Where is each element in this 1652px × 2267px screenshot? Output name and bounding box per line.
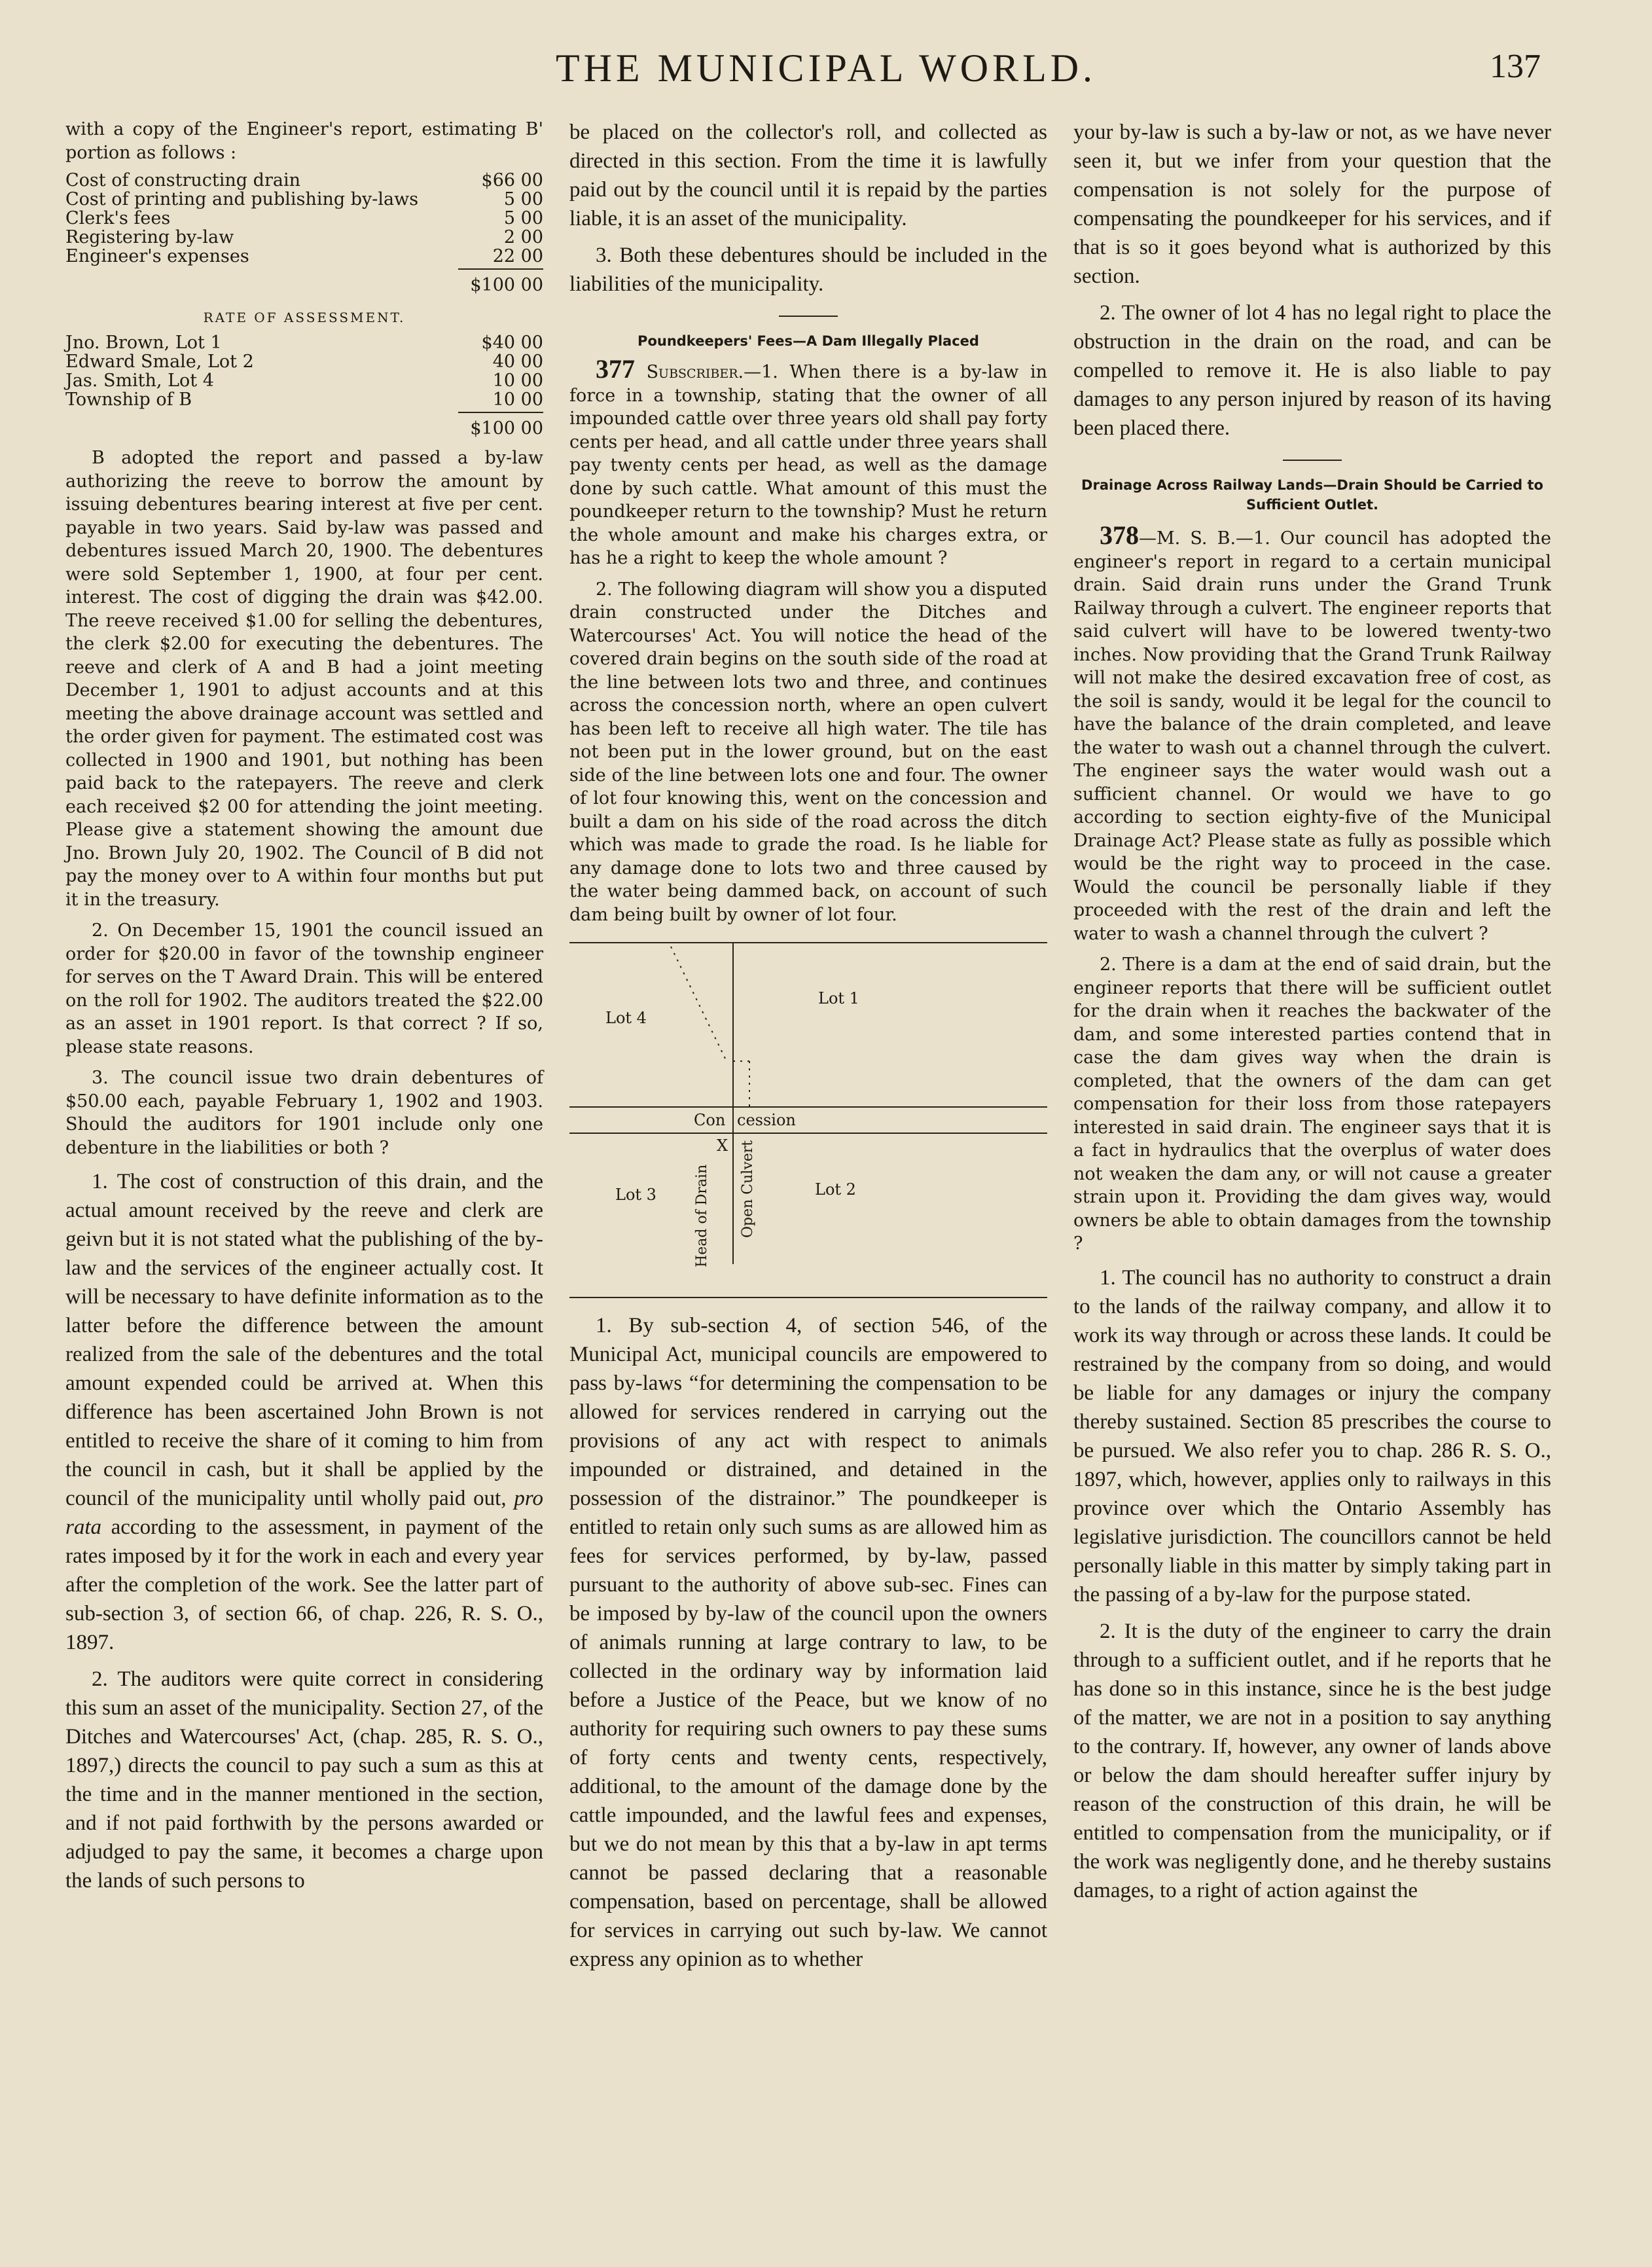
table-row bbox=[65, 190, 543, 209]
rate-total: $100 00 bbox=[458, 412, 543, 439]
cost-table bbox=[65, 171, 543, 266]
question-number: 377 bbox=[596, 354, 635, 384]
cost-amount: $66 00 bbox=[481, 170, 543, 190]
section-divider bbox=[779, 316, 838, 317]
answer-376-part-2: 2. The auditors were quite correct in considering this sum an asset of the municipality. Section 27, of the Ditches and Watercourses' Act, (chap. 285, R. S. O., 1897,) directs the council to pay such a sum as this at the time and in the manner mentioned in the section, and if not paid forthwith by the persons awarded or adjudged to pay the same, it becomes a charge upon the lands of such persons to bbox=[65, 1667, 543, 1893]
column-2 bbox=[569, 118, 1047, 1974]
answer-text: according to the assessment, in payment of the rates imposed by it for the work in each and every year after the completion of the work. See the latter part of sub-section 3, of section 66, of chap. 226, R. S. O., 1897. bbox=[65, 1515, 544, 1654]
cost-amount: 22 00 bbox=[492, 246, 543, 266]
answer-text: 1. The cost of construction of this drain, and the actual amount received by the reeve and clerk are geivn but it is not stated what the publishing of the by-law and the services of the engineer actually cost. It will be necessary to have definite information as to the latter before the difference between the amount realized from the sale of the debentures and the total amount expended could be arrived at. When this difference has been ascertained John Brown is not entitled to receive the share of it coming to him from the council in cash, but it shall be applied by the council of the municipality until wholly paid out, bbox=[65, 1170, 543, 1510]
lot-2-label: Lot 2 bbox=[815, 1180, 856, 1199]
journal-title: THE MUNICIPAL WORLD. bbox=[555, 46, 1097, 90]
lot-1-label: Lot 1 bbox=[818, 989, 859, 1007]
column-3 bbox=[1073, 118, 1551, 1905]
rate-heading: RATE OF ASSESSMENT. bbox=[203, 310, 406, 325]
cost-label: Clerk's fees bbox=[65, 208, 171, 228]
question-377-heading: Poundkeepers' Fees—A Dam Illegally Placed bbox=[637, 333, 979, 349]
lot-4-label: Lot 4 bbox=[605, 1009, 647, 1027]
cost-label: Cost of constructing drain bbox=[65, 170, 300, 190]
page-header bbox=[0, 41, 1652, 100]
rate-table bbox=[65, 333, 543, 409]
table-row bbox=[65, 171, 543, 190]
question-text: —1. Our council has adopted the engineer's report in regard to a certain municipal drain. Said drain runs under the Grand Trunk Railway through a culvert. The engineer reports that said culvert will have to be lowered twenty-two inches. Now providing that the Grand Trunk Railway will not make the desired excavation free of cost, as the soil is sandy, would it be legal for the council to have the balance of the drain completed, and leave the water to wash out a channel through the culvert. The engineer says the water would wash out a sufficient channel. Or would we have to go according to section eighty-five of the Municipal Drainage Act? Please state as fully as possible which would be the right way to proceed in the case. Would the council be personally liable if they proceeded with the rest of the drain and left the water to wash a channel through the culvert ? bbox=[1073, 528, 1551, 944]
question-number: 378 bbox=[1100, 520, 1139, 550]
question-378-body bbox=[1073, 520, 1551, 945]
rate-amount: 40 00 bbox=[492, 352, 543, 372]
rate-amount: 10 00 bbox=[492, 371, 543, 391]
question-377-body bbox=[569, 354, 1047, 570]
answer-emphasis: pro rata bbox=[65, 1487, 543, 1539]
section-divider bbox=[1283, 460, 1342, 461]
head-of-drain-label: Head of Drain bbox=[694, 1164, 710, 1267]
question-378-heading: Drainage Across Railway Lands—Drain Should be Carried to Sufficient Outlet. bbox=[1081, 477, 1543, 513]
concession-label: Con bbox=[694, 1111, 726, 1129]
question-377-part-2: 2. The following diagram will show you a disputed drain constructed under the Ditches and Watercourses' Act. You will notice the head of the covered drain begins on the south side of the road at the line between lots two and three, and continues across the concession north, where an open culvert has been left to receive all high water. The tile has not been put in the lower ground, but on the east side of the line between lots one and four. The owner of lot four knowing this, went on the concession and built a dam on his side of the road across the ditch which was made to grade the road. Is he liable for any damage done to lots two and three caused by the water being dammed back, on account of such dam being built by owner of lot four. bbox=[569, 579, 1047, 925]
cost-amount: 2 00 bbox=[503, 227, 543, 247]
page-number: 137 bbox=[1490, 48, 1541, 85]
cost-total: $100 00 bbox=[458, 268, 543, 295]
rate-label: Edward Smale, Lot 2 bbox=[65, 352, 254, 372]
question-376-part-2: 2. On December 15, 1901 the council issued an order for $20.00 in favor of the township engineer for serves on the T Award Drain. This will be entered on the roll for 1902. The auditors treated the $22.00 as an asset in 1901 report. Is that correct ? If so, please state reasons. bbox=[65, 920, 543, 1057]
answer-378-part-1: 1. The council has no authority to construct a drain to the lands of the railway company, and allow it to work its way through or across these lands. It could be restrained by the company from so doing, and would be liable for any damages or injury the company thereby sustained. Section 85 prescribes the course to be pursued. We also refer you to chap. 286 R. S. O., 1897, which, however, applies only to railways in this province over which the Ontario Assembly has legislative jurisdiction. The councillors cannot be held personally liable in this matter by simply taking part in the passing of a by-law for the purpose stated. bbox=[1073, 1265, 1551, 1606]
table-row bbox=[65, 352, 543, 371]
dam-line bbox=[671, 947, 727, 1061]
lot-3-label: Lot 3 bbox=[615, 1186, 656, 1204]
column-1 bbox=[65, 118, 543, 1895]
diagram-lines bbox=[569, 943, 1047, 1297]
table-row bbox=[65, 371, 543, 390]
dam-mark: X bbox=[717, 1136, 728, 1155]
cost-label: Engineer's expenses bbox=[65, 246, 249, 266]
answer-continuation: your by-law is such a by-law or not, as we have never seen it, but we infer from your question that the compensation is not solely for the purpose of compensating the poundkeeper for his services, and if that is so it goes beyond what is authorized by this section. bbox=[1073, 120, 1551, 288]
answer-377-part-1: 1. By sub-section 4, of section 546, of the Municipal Act, municipal councils are empowered to pass by-laws “for determining the compensation to be allowed for services rendered in carrying out the provisions of any act with respect to animals impounded or distrained, and detained in the possession of the distrainor.” The poundkeeper is entitled to retain only such sums as are allowed him as fees for services performed, by by-law, passed pursuant to the authority of above sub-sec. Fines can be imposed by by-law of the council upon the owners of animals running at large contrary to law, to be collected in the ordinary way by information laid before a Justice of the Peace, but we know of no authority for requiring such owners to pay these sums of forty cents and twenty cents, respectively, additional, to the amount of the damage done by the cattle impounded, and the lawful fees and expenses, but we do not mean by this that a by-law in apt terms cannot be passed declaring that a reasonable compensation, based on percentage, shall be allowed for services in carrying out such by-law. We cannot express any opinion as to whether bbox=[569, 1314, 1047, 1971]
question-author: —M. S. B. bbox=[1139, 528, 1236, 549]
question-376-body: B adopted the report and passed a by-law authorizing the reeve to borrow the amount by issuing debentures bearing interest at five per cent. payable in two years. Said by-law was passed and debentures issued March 20, 1900. The debentures were sold September 1, 1900, at four per cent. interest. The cost of digging the drain was $42.00. The reeve received $1.00 for selling the debentures, the clerk $2.00 for executing the debentures. The reeve and clerk of A and B had a joint meeting December 1, 1901 to adjust accounts and at this meeting the above drainage account was settled and the order given for payment. The estimated cost was collected in 1900 and 1901, but nothing has been paid back to the ratepayers. The reeve and clerk each received $2 00 for attending the joint meeting. Please give a statement showing the amount due Jno. Brown July 20, 1902. The Council of B did not pay the money over to A within four months but put it in the treasury. bbox=[65, 448, 543, 910]
answer-376-part-3: 3. Both these debentures should be included in the liabilities of the municipality. bbox=[569, 244, 1047, 296]
question-376-part-3: 3. The council issue two drain debentures of $50.00 each, payable February 1, 1902 and 1903. Should the auditors for 1901 include only one debenture in the liabilities or both ? bbox=[65, 1068, 543, 1158]
cost-label: Registering by-law bbox=[65, 227, 234, 247]
open-culvert-label: Open Culvert bbox=[740, 1140, 756, 1238]
table-row bbox=[65, 247, 543, 266]
rate-label: Township of B bbox=[65, 390, 192, 410]
rate-amount: 10 00 bbox=[492, 390, 543, 410]
question-text: —1. When there is a by-law in force in a township, stating that the owner of all impounded cattle over three years old shall pay forty cents per head, and all cattle under three years shall pay twenty cents per head, as well as the damage done by such cattle. What amount of this must the poundkeeper return to the township? Must he return the whole amount and make his charges extra, or has he a right to keep the whole amount ? bbox=[569, 362, 1047, 568]
rate-amount: $40 00 bbox=[481, 333, 543, 353]
answer-378-part-2: 2. It is the duty of the engineer to carry the drain through to a sufficient outlet, and if he reports that he has done so in this instance, since he is the best judge of the matter, we are not in a position to say anything to the contrary. If, however, any owner of lands above or below the dam should hereafter suffer injury by reason of the construction of this drain, he will be entitled to compensation from the municipality, or if the work was negligently done, and he thereby sustains damages, to a right of action against the bbox=[1073, 1619, 1551, 1902]
answer-377-part-2: 2. The owner of lot 4 has no legal right to place the obstruction in the drain on the road, and can be compelled to remove it. He is also liable to pay damages to any person injured by reason of its having been placed there. bbox=[1073, 301, 1551, 440]
table-row bbox=[65, 228, 543, 247]
rate-label: Jas. Smith, Lot 4 bbox=[65, 371, 214, 391]
question-378-part-2: 2. There is a dam at the end of said drain, but the engineer reports that there will be sufficient outlet for the drain when it reaches the backwater of the dam, and some interested parties contend that in case the dam gives way when the drain is completed, that the owners of the dam can get compensation for their loss from those ratepayers interested in said drain. The engineer says that it is a fact in hydraulics that the overplus of water does not weaken the dam any, or will not cause a greater strain upon it. Providing the dam gives way, would owners be able to obtain damages from the township ? bbox=[1073, 954, 1551, 1254]
table-row bbox=[65, 390, 543, 409]
answer-376-part-1 bbox=[65, 1167, 543, 1657]
table-row bbox=[65, 209, 543, 228]
question-author: Subscriber. bbox=[646, 362, 744, 382]
drain-diagram bbox=[569, 942, 1047, 1298]
intro-text: with a copy of the Engineer's report, estimating B' portion as follows : bbox=[65, 119, 543, 163]
answer-continuation: be placed on the collector's roll, and collected as directed in this section. From the time it is lawfully paid out by the council until it is repaid by the parties liable, it is an asset of the municipality. bbox=[569, 120, 1047, 230]
concession-label: cession bbox=[737, 1111, 796, 1129]
cost-amount: 5 00 bbox=[503, 208, 543, 228]
cost-amount: 5 00 bbox=[503, 189, 543, 209]
table-row bbox=[65, 333, 543, 352]
rate-label: Jno. Brown, Lot 1 bbox=[65, 333, 222, 353]
cost-label: Cost of printing and publishing by-laws bbox=[65, 189, 419, 209]
